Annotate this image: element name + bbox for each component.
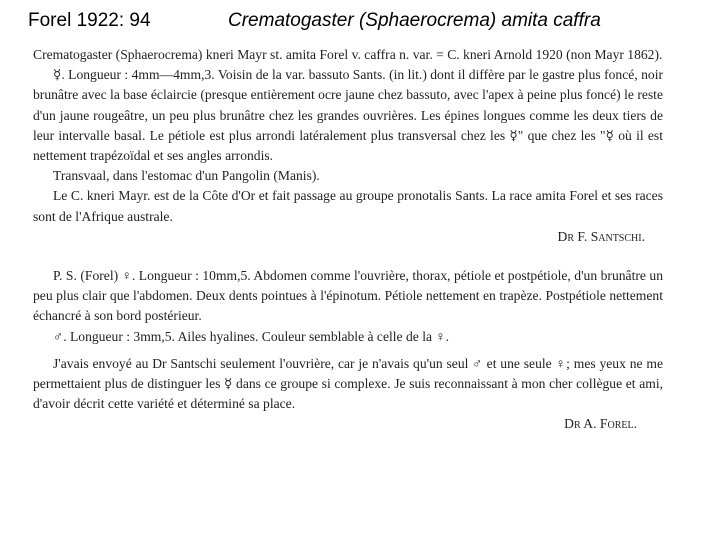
taxon-title: Crematogaster (Sphaerocrema) amita caffra [228,10,601,31]
paragraph-forel-note: J'avais envoyé au Dr Santschi seulement l'ouvrière, car je n'avais qu'un seul ♂ et une seule ♀; mes yeux ne me permettaient plus de distinguer les ☿ dans ce groupe si complexe. Je suis reconnaissant à mon cher collègue et ami, d'avoir décrit cette variété et déterminé sa place. [33,355,663,412]
section-spacer [33,247,663,266]
paragraph-taxon-synonymy: Crematogaster (Sphaerocrema) kneri Mayr st. amita Forel v. caffra n. var. = C. kneri Arnold 1920 (non Mayr 1862). [33,47,663,62]
signature-forel: Dr A. Forel. [564,416,637,432]
paragraph-locality: Transvaal, dans l'estomac d'un Pangolin (Manis). [53,168,320,184]
paragraph-male-description: ♂. Longueur : 3mm,5. Ailes hyalines. Couleur semblable à celle de la ♀. [53,328,450,344]
page-header [0,10,714,36]
paragraph-worker-description: ☿. Longueur : 4mm—4mm,3. Voisin de la var. bassuto Sants. (in lit.) dont il diffère par le gastre plus foncé, noir brunâtre avec la base éclaircie (presque entièrement ocre jaune chez bassuto, avec l'apex à peine plus foncé) le reste d'un jaune rougeâtre, un peu plus brunâtre chez les grandes ouvrières. Les épines longues comme les deux tiers de leur intervalle basal. Le pétiole est plus arrondi latéralement plus transversal chez les ☿" que chez les "☿ où il est nettement trapézoïdal et ses angles arrondis. [33,67,663,164]
scanned-document-text [33,45,663,435]
section-spacer-small [33,347,663,354]
paragraph-remarks: Le C. kneri Mayr. est de la Côte d'Or et fait passage au groupe pronotalis Sants. La race amita Forel et ses races sont de l'Afrique australe. [33,188,663,224]
citation-label: Forel 1922: 94 [28,10,151,31]
paragraph-female-description: P. S. (Forel) ♀. Longueur : 10mm,5. Abdomen comme l'ouvrière, thorax, pétiole et postpétiole, d'un brunâtre un peu plus clair que l'abdomen. Deux dents pointues à l'épinotum. Pétiole nettement en trapèze. Postpétiole nettement échancré à son bord postérieur. [33,268,663,324]
signature-santschi: Dr F. Santschi. [557,228,645,244]
